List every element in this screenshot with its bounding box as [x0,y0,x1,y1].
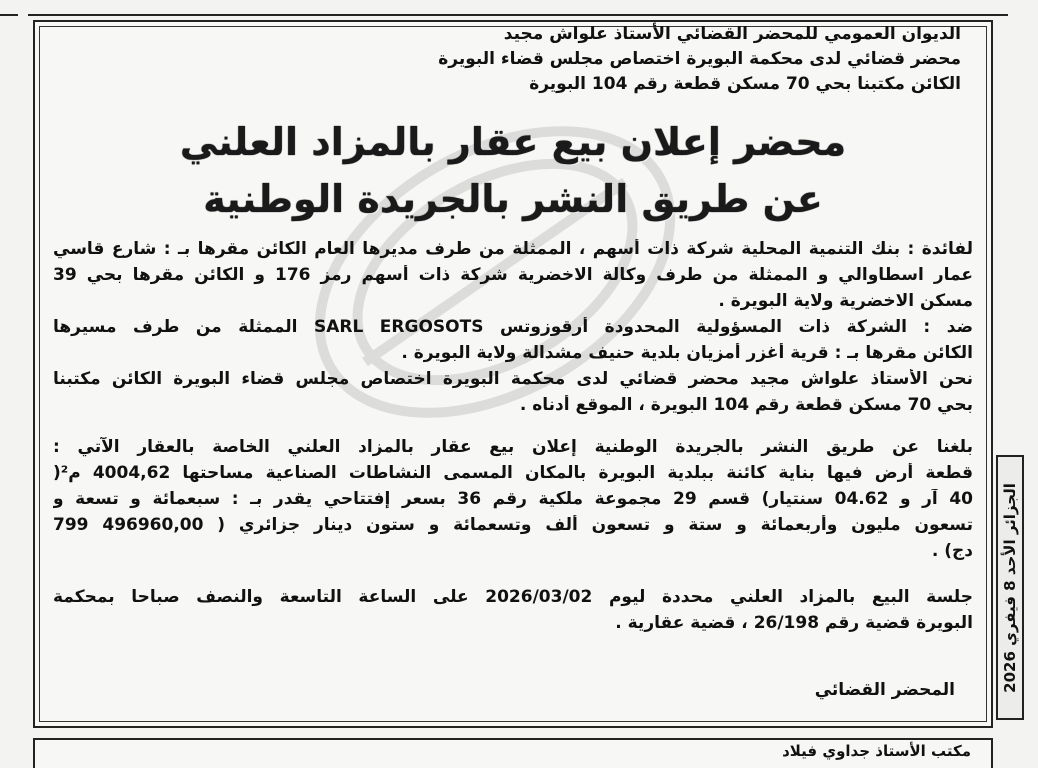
body-line: ضد : الشركة ذات المسؤولية المحدودة أرقوزوتس SARL ERGOSOTS الممثلة من طرف مسيرها [53,317,973,337]
next-notice-text: مكتب الأستاذ جداوي فيلاد [782,742,971,760]
title-line-2: عن طريق النشر بالجريدة الوطنية [203,177,823,221]
body-line: مسكن الاخضرية ولاية البويرة . [718,291,973,311]
body-line: 40 آر و 04.62 سنتيار) قسم 29 مجموعة ملكية رقم 36 بسعر إفتتاحي يقدر بـ : سبعمائة و تسعة و [53,489,973,509]
header-jurisdiction: محضر قضائي لدى محكمة البويرة اختصاص مجلس قضاء البويرة [438,49,961,69]
body-line: قطعة أرض فيها بناية كائنة ببلدية البويرة بالمكان المسمى النشاطات الصناعية مساحتها 4004,62 م²( [53,463,973,483]
body-line: لفائدة : بنك التنمية المحلية شركة ذات أسهم ، الممثلة من طرف مديرها العام الكائن مقرها بـ : شارع قاسي [53,239,973,259]
body-line: دج) . [931,541,973,561]
body-line: جلسة البيع بالمزاد العلني محددة ليوم 2026/03/02 على الساعة التاسعة والنصف صباحا بمحكمة [53,587,973,607]
newspaper-date-text: الجزائر الأحد 8 فيفري 2026 [1001,482,1019,693]
body-line: نحن الأستاذ علواش مجيد محضر قضائي لدى محكمة البويرة اختصاص مجلس قضاء البويرة الكائن مكتبنا [53,369,973,389]
header-office: الديوان العمومي للمحضر القضائي الأستاذ علواش مجيد [503,24,961,44]
legal-notice-box [33,20,993,728]
body-line: تسعون مليون وأربعمائة و ستة و تسعون ألف وتسعمائة و ستون دينار جزائري ( 496960,00 799 [53,515,973,535]
body-line: بلغنا عن طريق النشر بالجريدة الوطنية إعلان بيع عقار بالمزاد العلني الخاصة بالعقار الآتي : [53,437,973,457]
body-line: الكائن مقرها بـ : قرية أغزر أمزيان بلدية حنيف مشدالة ولاية البويرة . [401,343,973,363]
header-address: الكائن مكتبنا بحي 70 مسكن قطعة رقم 104 البويرة [529,74,961,94]
newspaper-date-strip [996,455,1024,720]
body-line: بحي 70 مسكن قطعة رقم 104 البويرة ، الموقع أدناه . [519,395,973,415]
next-notice-box [33,738,993,768]
top-rule [0,0,1038,14]
signature-label: المحضر القضائي [814,680,955,700]
body-line: عمار اسطاوالي و الممثلة من طرف وكالة الاخضرية شركة ذات أسهم رمز 176 و الكائن مقرها بحي 39 [53,265,973,285]
title-line-1: محضر إعلان بيع عقار بالمزاد العلني [179,120,847,164]
body-line: البويرة قضية رقم 26/198 ، قضية عقارية . [615,613,973,633]
